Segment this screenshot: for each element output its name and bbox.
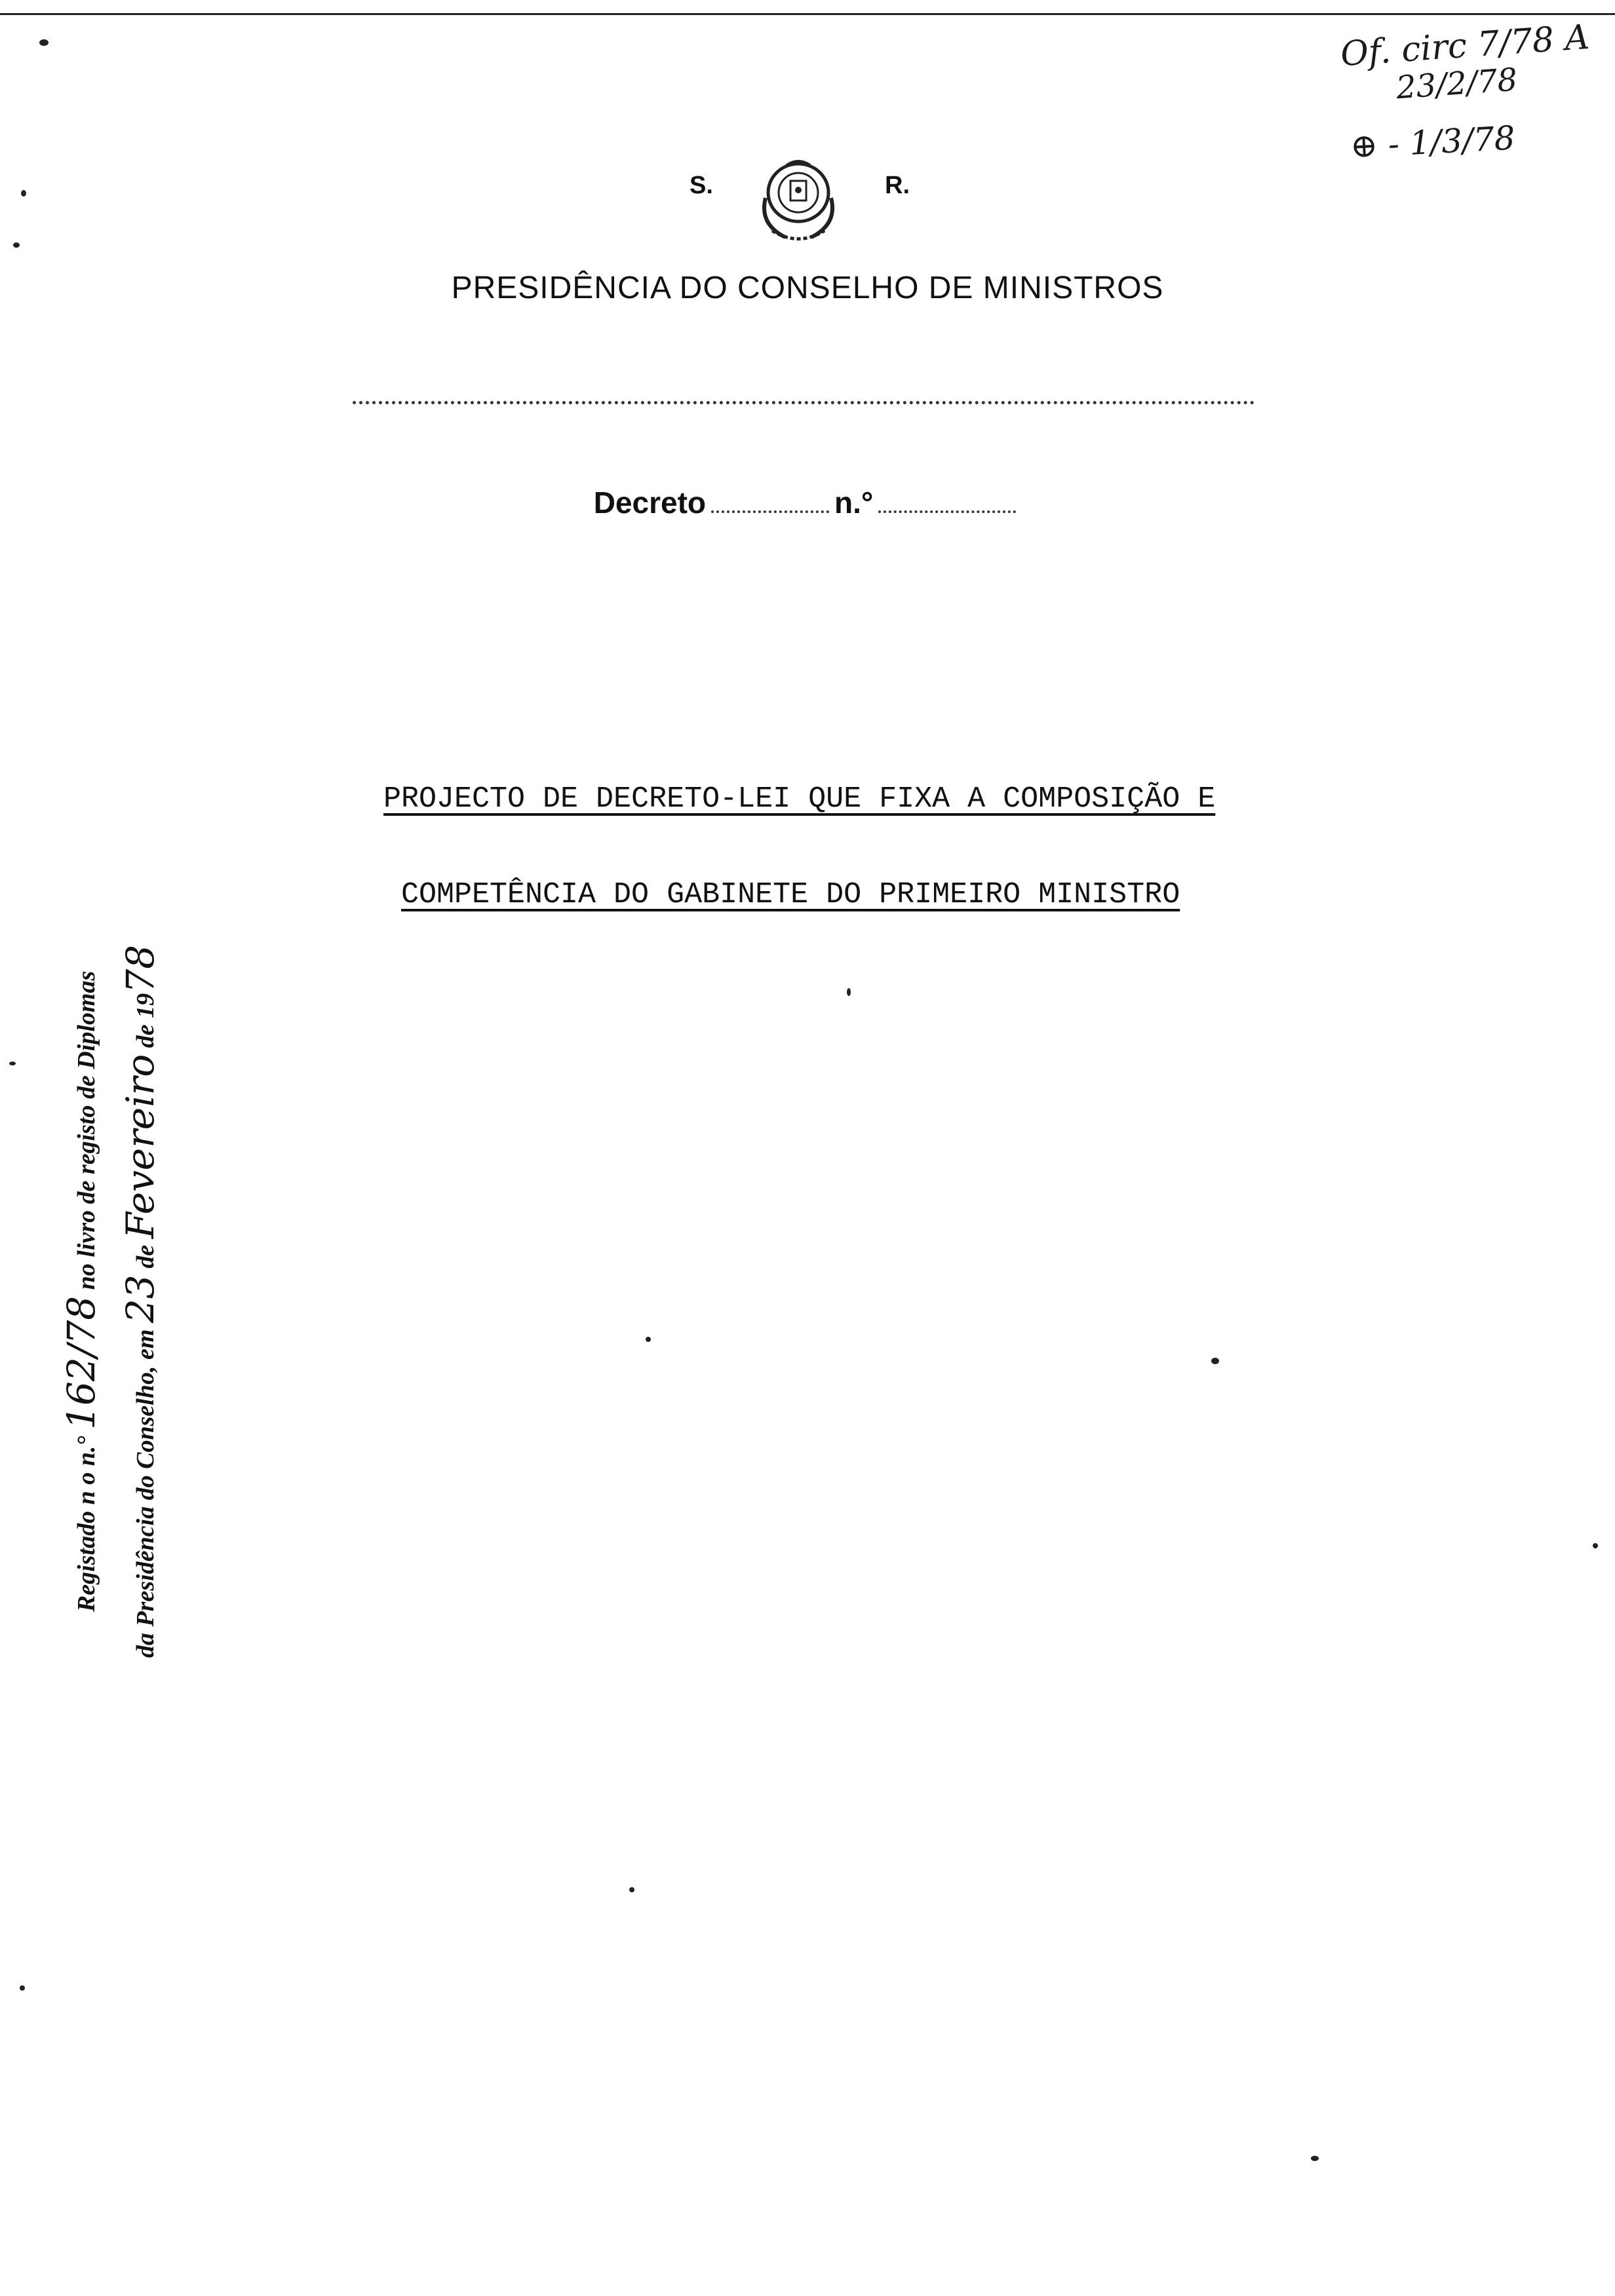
- scan-speck: [39, 39, 49, 46]
- registration-year-prefix: de 19: [132, 993, 159, 1048]
- handwritten-note-second-date: ⊕ - 1/3/78: [1349, 119, 1516, 166]
- registration-de: de: [132, 1244, 159, 1269]
- scan-speck: [629, 1887, 634, 1892]
- scan-speck: [1211, 1358, 1219, 1364]
- registration-stamp-line-2: [118, 945, 163, 1658]
- document-title-line-2: COMPETÊNCIA DO GABINETE DO PRIMEIRO MINISTRO: [401, 878, 1180, 911]
- decreto-number-label: n.°: [834, 486, 874, 520]
- handwritten-note-date: 23/2/78: [1395, 61, 1519, 107]
- registration-day: 23: [118, 1274, 163, 1324]
- dotted-divider: [353, 401, 1255, 404]
- header-letter-r: R.: [885, 172, 910, 199]
- registration-year: 78: [118, 945, 163, 993]
- scan-speck: [20, 1985, 25, 1991]
- decreto-label: Decreto: [593, 486, 706, 520]
- handwritten-note-reference: Of. circ 7/78 A: [1339, 17, 1591, 75]
- scan-speck: [847, 988, 851, 996]
- registration-suffix: no livro de registo de Diplomas: [73, 970, 100, 1290]
- header-letter-s: S.: [690, 172, 713, 199]
- scan-speck: [1593, 1543, 1598, 1548]
- coat-of-arms-icon: [746, 152, 851, 250]
- scan-speck: [21, 190, 26, 197]
- scan-speck: [646, 1337, 651, 1342]
- decreto-blank-field: [711, 510, 829, 513]
- scan-speck: [9, 1062, 16, 1065]
- top-edge-line: [0, 13, 1615, 15]
- decreto-number-blank-field: [878, 510, 1016, 513]
- document-title-line-1: PROJECTO DE DECRETO-LEI QUE FIXA A COMPOSIÇÃO E: [383, 782, 1216, 816]
- scan-speck: [1311, 2156, 1319, 2161]
- registration-month: Fevereiro: [118, 1054, 163, 1239]
- decreto-line: [0, 485, 1615, 520]
- registration-office: da Presidência do Conselho, em: [132, 1329, 159, 1658]
- scan-speck: [13, 242, 20, 248]
- registration-prefix: Registado n o n.°: [73, 1436, 100, 1612]
- page-title: PRESIDÊNCIA DO CONSELHO DE MINISTROS: [451, 271, 1164, 305]
- registration-stamp-line-1: [59, 971, 104, 1612]
- registration-number: 162/78: [59, 1295, 104, 1430]
